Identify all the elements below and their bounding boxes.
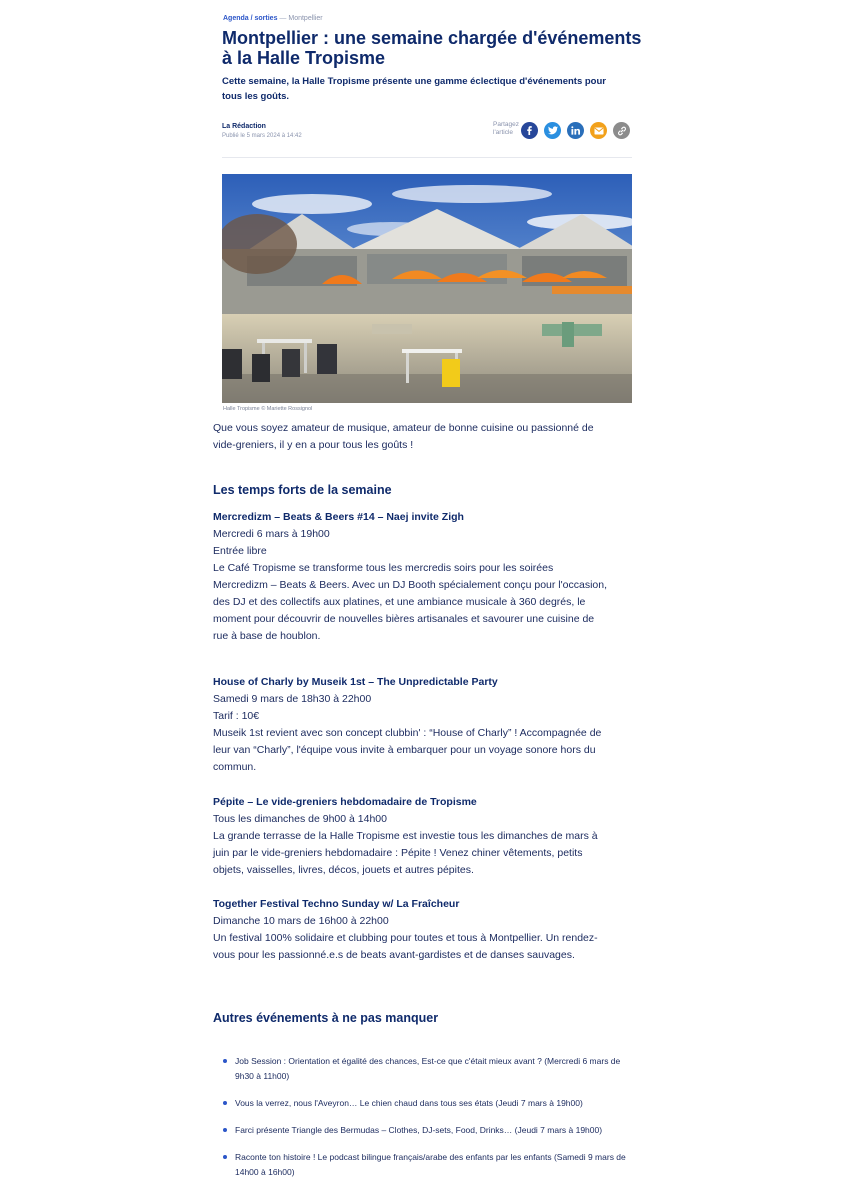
bullet-icon bbox=[223, 1155, 227, 1159]
event-date: Mercredi 6 mars à 19h00 bbox=[213, 528, 330, 540]
mail-icon bbox=[594, 127, 604, 135]
event-price: Entrée libre bbox=[213, 545, 267, 557]
share-twitter-button[interactable] bbox=[544, 122, 561, 139]
share-mail-button[interactable] bbox=[590, 122, 607, 139]
event-description: La grande terrasse de la Halle Tropisme est investie tous les dimanches de mars à juin par le vide-greniers hebdomadaire : Pépite ! Venez chiner vêtements, petits objets, vaisselles, livres, décos, jouets et autres pépites. bbox=[213, 830, 598, 876]
breadcrumb-section-link[interactable]: Agenda / sorties bbox=[223, 15, 278, 22]
share-link-button[interactable] bbox=[613, 122, 630, 139]
event-date: Dimanche 10 mars de 16h00 à 22h00 bbox=[213, 915, 389, 927]
bullet-icon bbox=[223, 1059, 227, 1063]
event-block bbox=[213, 896, 608, 964]
event-title: Pépite – Le vide-greniers hebdomadaire de Tropisme bbox=[213, 796, 477, 808]
share-label: Partagez l'article bbox=[493, 121, 520, 136]
intro-paragraph: Que vous soyez amateur de musique, amateur de bonne cuisine ou passionné de vide-greniers, il y en a pour tous les goûts ! bbox=[213, 422, 594, 451]
event-description: Le Café Tropisme se transforme tous les mercredis soirs pour les soirées Mercredizm – Beats & Beers. Avec un DJ Booth spécialement conçu pour l'occasion, des DJ et des collectifs aux platines, et une ambiance musicale à 360 degrés, le moment pour découvrir de nouvelles bières artisanales et savourer une cuisine de rue à base de houblon. bbox=[213, 562, 608, 642]
list-item-text[interactable]: Vous la verrez, nous l'Aveyron… Le chien chaud dans tous ses états (Jeudi 7 mars à 19h00) bbox=[235, 1098, 583, 1108]
breadcrumb-location[interactable]: Montpellier bbox=[288, 15, 323, 22]
list-item[interactable] bbox=[222, 1096, 632, 1111]
other-events-list bbox=[222, 1054, 632, 1192]
event-date: Samedi 9 mars de 18h30 à 22h00 bbox=[213, 693, 372, 705]
event-date: Tous les dimanches de 9h00 à 14h00 bbox=[213, 813, 387, 825]
event-block bbox=[213, 674, 608, 776]
event-description: Un festival 100% solidaire et clubbing pour toutes et tous à Montpellier. Un rendez-vous pour les passionné.e.s de beats avant-gardistes et de danses sauvages. bbox=[213, 932, 598, 961]
linkedin-icon bbox=[571, 126, 580, 135]
list-item[interactable] bbox=[222, 1123, 632, 1138]
article-subtitle: Cette semaine, la Halle Tropisme présente une gamme éclectique d'événements pour tous les goûts. bbox=[222, 76, 606, 102]
bullet-icon bbox=[223, 1101, 227, 1105]
event-block bbox=[213, 794, 608, 879]
article-title: Montpellier : une semaine chargée d'événements à la Halle Tropisme bbox=[222, 28, 642, 68]
list-item-text[interactable]: Raconte ton histoire ! Le podcast bilingue français/arabe des enfants par les enfants (Samedi 9 mars de 14h00 à 16h00) bbox=[235, 1152, 626, 1177]
event-price: Tarif : 10€ bbox=[213, 710, 260, 722]
section-heading-other-events: Autres événements à ne pas manquer bbox=[213, 1011, 439, 1025]
list-item[interactable] bbox=[222, 1054, 632, 1084]
photo-caption: Halle Tropisme © Mariette Rossignol bbox=[223, 406, 313, 412]
list-item-text[interactable]: Farci présente Triangle des Bermudas – Clothes, DJ-sets, Food, Drinks… (Jeudi 7 mars à 19h00) bbox=[235, 1125, 603, 1135]
facebook-icon bbox=[525, 126, 534, 135]
event-title: Mercredizm – Beats & Beers #14 – Naej invite Zigh bbox=[213, 511, 464, 523]
section-heading-highlights: Les temps forts de la semaine bbox=[213, 483, 392, 497]
bullet-icon bbox=[223, 1128, 227, 1132]
list-item-text[interactable]: Job Session : Orientation et égalité des chances, Est-ce que c'était mieux avant ? (Mercredi 6 mars de 9h30 à 11h00) bbox=[235, 1056, 621, 1081]
article-author[interactable]: La Rédaction bbox=[222, 123, 266, 130]
share-linkedin-button[interactable] bbox=[567, 122, 584, 139]
event-title: Together Festival Techno Sunday w/ La Fraîcheur bbox=[213, 898, 460, 910]
article-photo bbox=[222, 174, 632, 403]
event-block bbox=[213, 509, 608, 645]
share-facebook-button[interactable] bbox=[521, 122, 538, 139]
event-description: Museik 1st revient avec son concept clubbin' : “House of Charly” ! Accompagnée de leur van “Charly”, l'équipe vous invite à embarquer pour un voyage sonore hors du commun. bbox=[213, 727, 602, 773]
header-divider bbox=[222, 157, 632, 158]
list-item[interactable] bbox=[222, 1150, 632, 1180]
breadcrumb bbox=[223, 15, 323, 22]
twitter-icon bbox=[548, 126, 558, 135]
article-published-date: Publié le 5 mars 2024 à 14:42 bbox=[222, 133, 302, 139]
event-title: House of Charly by Museik 1st – The Unpredictable Party bbox=[213, 676, 498, 688]
breadcrumb-separator: — bbox=[279, 15, 287, 22]
link-icon bbox=[617, 126, 627, 136]
